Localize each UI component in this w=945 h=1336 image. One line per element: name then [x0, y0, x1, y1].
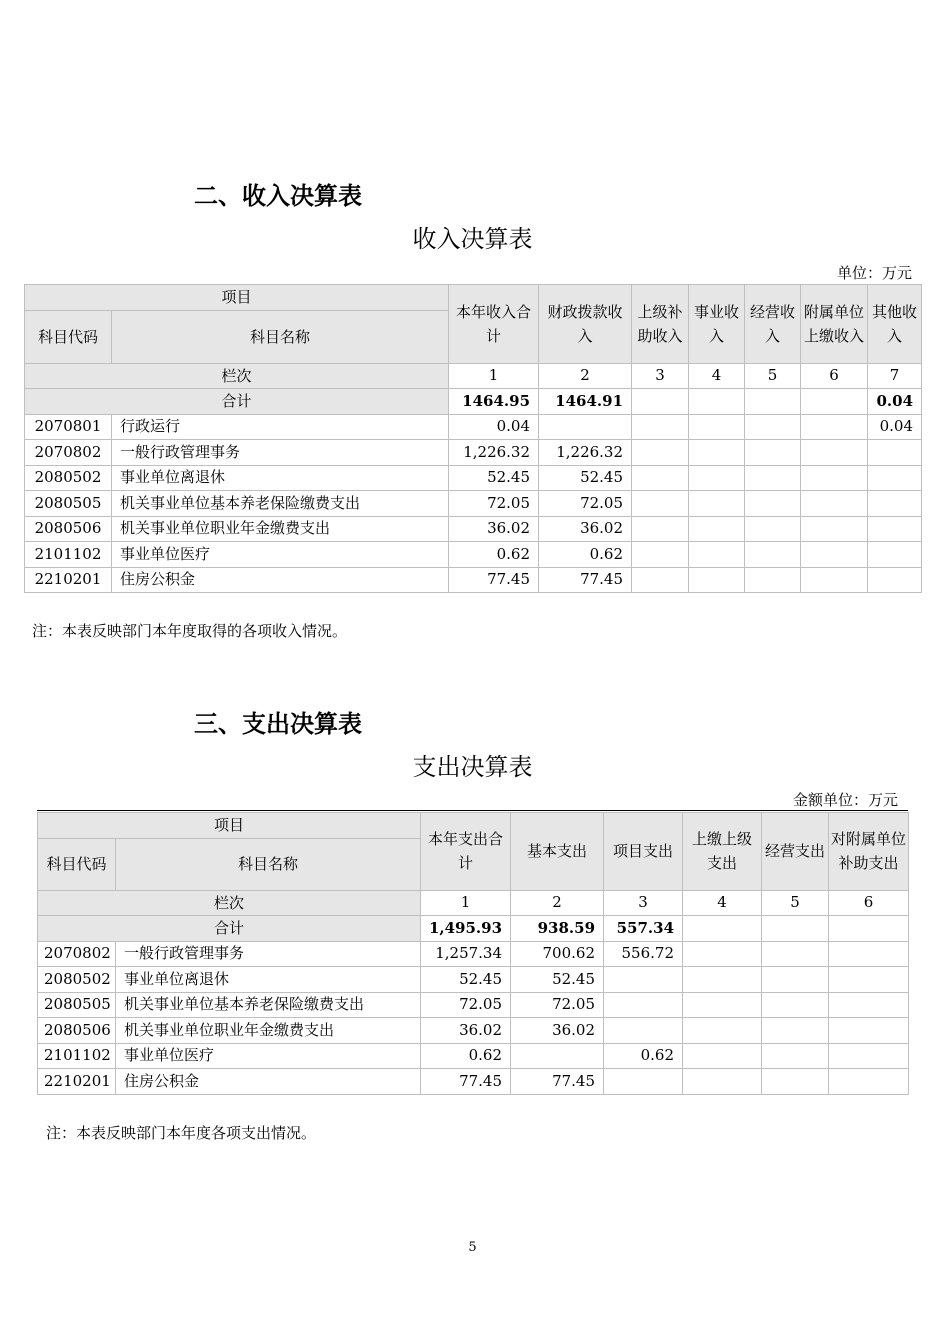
col-num: 2 — [511, 890, 604, 916]
amount-cell — [762, 1018, 829, 1044]
subject-code: 2080505 — [38, 992, 116, 1018]
total-value: 1,495.93 — [421, 916, 511, 942]
amount-cell — [801, 516, 868, 542]
table-row — [25, 542, 922, 568]
amount-cell — [801, 440, 868, 466]
col-num: 1 — [421, 890, 511, 916]
amount-cell — [689, 542, 745, 568]
amount-cell: 72.05 — [421, 992, 511, 1018]
amount-cell — [745, 516, 801, 542]
table-row — [38, 967, 909, 993]
amount-cell — [801, 414, 868, 440]
amount-cell — [801, 567, 868, 593]
total-value — [801, 389, 868, 415]
amount-cell — [632, 542, 689, 568]
amount-cell: 77.45 — [449, 567, 539, 593]
subject-name: 住房公积金 — [116, 1069, 421, 1095]
amount-cell — [868, 516, 922, 542]
amount-cell: 0.62 — [421, 1043, 511, 1069]
row-label: 栏次 — [38, 890, 421, 916]
total-value — [762, 916, 829, 942]
table-row — [25, 567, 922, 593]
col-num: 1 — [449, 363, 539, 389]
amount-cell — [632, 465, 689, 491]
total-value — [745, 389, 801, 415]
column-number-row — [25, 363, 922, 389]
row-label: 栏次 — [25, 363, 449, 389]
amount-cell — [868, 491, 922, 517]
income-table — [24, 284, 922, 593]
header-code: 科目代码 — [25, 310, 112, 363]
col-num: 5 — [762, 890, 829, 916]
income-unit-label: 单位：万元 — [836, 264, 912, 282]
total-row — [25, 389, 922, 415]
expense-note: 注：本表反映部门本年度各项支出情况。 — [46, 1124, 317, 1142]
header-col: 基本支出 — [511, 813, 604, 891]
amount-cell: 1,226.32 — [449, 440, 539, 466]
total-label: 合计 — [38, 916, 421, 942]
amount-cell — [683, 1018, 762, 1044]
amount-cell: 72.05 — [511, 992, 604, 1018]
amount-cell — [801, 491, 868, 517]
amount-cell: 1,257.34 — [421, 941, 511, 967]
amount-cell: 0.62 — [604, 1043, 683, 1069]
amount-cell — [868, 567, 922, 593]
amount-cell: 36.02 — [449, 516, 539, 542]
header-col: 本年支出合计 — [421, 813, 511, 891]
amount-cell: 36.02 — [421, 1018, 511, 1044]
amount-cell: 72.05 — [539, 491, 632, 517]
table-row — [25, 414, 922, 440]
header-project: 项目 — [38, 813, 421, 839]
amount-cell: 700.62 — [511, 941, 604, 967]
header-project: 项目 — [25, 285, 449, 311]
col-num: 6 — [829, 890, 909, 916]
header-col: 上级补助收入 — [632, 285, 689, 364]
header-code: 科目代码 — [38, 838, 116, 890]
amount-cell: 0.04 — [449, 414, 539, 440]
subject-name: 事业单位离退休 — [116, 967, 421, 993]
col-num: 4 — [683, 890, 762, 916]
amount-cell: 52.45 — [421, 967, 511, 993]
table-row — [25, 440, 922, 466]
income-table-title: 收入决算表 — [412, 225, 533, 253]
amount-cell — [539, 414, 632, 440]
subject-name: 行政运行 — [112, 414, 449, 440]
amount-cell: 36.02 — [511, 1018, 604, 1044]
amount-cell — [829, 992, 909, 1018]
amount-cell — [604, 992, 683, 1018]
amount-cell — [683, 992, 762, 1018]
total-value: 0.04 — [868, 389, 922, 415]
amount-cell: 0.04 — [868, 414, 922, 440]
amount-cell — [632, 491, 689, 517]
header-col: 其他收入 — [868, 285, 922, 364]
amount-cell — [689, 516, 745, 542]
amount-cell — [745, 491, 801, 517]
amount-cell — [762, 1069, 829, 1095]
header-name: 科目名称 — [116, 838, 421, 890]
amount-cell — [868, 465, 922, 491]
amount-cell — [632, 567, 689, 593]
total-value — [829, 916, 909, 942]
header-col: 附属单位上缴收入 — [801, 285, 868, 364]
total-value — [689, 389, 745, 415]
header-col: 经营支出 — [762, 813, 829, 891]
amount-cell — [829, 941, 909, 967]
amount-cell: 72.05 — [449, 491, 539, 517]
total-value — [683, 916, 762, 942]
amount-cell: 77.45 — [539, 567, 632, 593]
subject-name: 机关事业单位基本养老保险缴费支出 — [112, 491, 449, 517]
table-row — [38, 992, 909, 1018]
subject-code: 2070801 — [25, 414, 112, 440]
header-col: 对附属单位补助支出 — [829, 813, 909, 891]
header-col: 上缴上级支出 — [683, 813, 762, 891]
total-value — [632, 389, 689, 415]
subject-name: 住房公积金 — [112, 567, 449, 593]
amount-cell: 77.45 — [511, 1069, 604, 1095]
col-num: 3 — [632, 363, 689, 389]
total-value: 938.59 — [511, 916, 604, 942]
amount-cell — [689, 465, 745, 491]
amount-cell — [689, 440, 745, 466]
amount-cell: 52.45 — [511, 967, 604, 993]
amount-cell — [745, 440, 801, 466]
amount-cell — [604, 967, 683, 993]
table-row — [25, 516, 922, 542]
amount-cell: 0.62 — [449, 542, 539, 568]
amount-cell — [689, 414, 745, 440]
amount-cell — [801, 542, 868, 568]
amount-cell — [689, 491, 745, 517]
amount-cell — [683, 967, 762, 993]
amount-cell — [632, 440, 689, 466]
amount-cell: 556.72 — [604, 941, 683, 967]
amount-cell — [683, 1069, 762, 1095]
subject-name: 一般行政管理事务 — [112, 440, 449, 466]
amount-cell: 1,226.32 — [539, 440, 632, 466]
income-section-heading: 二、收入决算表 — [194, 182, 362, 210]
amount-cell: 36.02 — [539, 516, 632, 542]
amount-cell — [745, 465, 801, 491]
amount-cell — [604, 1069, 683, 1095]
total-row — [38, 916, 909, 942]
amount-cell — [801, 465, 868, 491]
table-row — [38, 1069, 909, 1095]
amount-cell — [829, 1069, 909, 1095]
column-number-row — [38, 890, 909, 916]
col-num: 5 — [745, 363, 801, 389]
subject-name: 机关事业单位基本养老保险缴费支出 — [116, 992, 421, 1018]
subject-code: 2101102 — [38, 1043, 116, 1069]
header-col: 财政拨款收入 — [539, 285, 632, 364]
col-num: 7 — [868, 363, 922, 389]
table-row — [25, 491, 922, 517]
table-row — [38, 1018, 909, 1044]
col-num: 4 — [689, 363, 745, 389]
amount-cell — [762, 1043, 829, 1069]
amount-cell: 52.45 — [449, 465, 539, 491]
amount-cell — [745, 542, 801, 568]
amount-cell — [762, 967, 829, 993]
amount-cell — [604, 1018, 683, 1044]
subject-code: 2080502 — [25, 465, 112, 491]
page-number: 5 — [468, 1240, 477, 1255]
income-note: 注：本表反映部门本年度取得的各项收入情况。 — [32, 622, 348, 640]
amount-cell — [868, 440, 922, 466]
header-name: 科目名称 — [112, 310, 449, 363]
table-row — [38, 941, 909, 967]
table-row — [25, 465, 922, 491]
subject-code: 2070802 — [38, 941, 116, 967]
subject-name: 一般行政管理事务 — [116, 941, 421, 967]
amount-cell — [829, 1043, 909, 1069]
amount-cell — [683, 941, 762, 967]
table-row — [38, 1043, 909, 1069]
amount-cell — [745, 414, 801, 440]
expense-top-rule — [37, 810, 908, 811]
expense-unit-label: 金额单位：万元 — [792, 791, 898, 809]
amount-cell — [762, 992, 829, 1018]
subject-name: 事业单位医疗 — [116, 1043, 421, 1069]
amount-cell — [868, 542, 922, 568]
amount-cell — [683, 1043, 762, 1069]
subject-code: 2210201 — [38, 1069, 116, 1095]
amount-cell — [745, 567, 801, 593]
subject-code: 2080505 — [25, 491, 112, 517]
subject-code: 2070802 — [25, 440, 112, 466]
subject-code: 2101102 — [25, 542, 112, 568]
amount-cell — [689, 567, 745, 593]
subject-name: 机关事业单位职业年金缴费支出 — [116, 1018, 421, 1044]
total-label: 合计 — [25, 389, 449, 415]
amount-cell: 52.45 — [539, 465, 632, 491]
expense-table — [37, 812, 909, 1095]
total-value: 1464.91 — [539, 389, 632, 415]
header-col: 事业收入 — [689, 285, 745, 364]
amount-cell: 0.62 — [539, 542, 632, 568]
amount-cell — [632, 414, 689, 440]
amount-cell: 77.45 — [421, 1069, 511, 1095]
col-num: 3 — [604, 890, 683, 916]
subject-code: 2210201 — [25, 567, 112, 593]
amount-cell — [762, 941, 829, 967]
header-col: 项目支出 — [604, 813, 683, 891]
subject-name: 事业单位离退休 — [112, 465, 449, 491]
expense-section-heading: 三、支出决算表 — [194, 710, 362, 738]
col-num: 2 — [539, 363, 632, 389]
amount-cell — [511, 1043, 604, 1069]
subject-name: 机关事业单位职业年金缴费支出 — [112, 516, 449, 542]
col-num: 6 — [801, 363, 868, 389]
total-value: 557.34 — [604, 916, 683, 942]
amount-cell — [632, 516, 689, 542]
header-col: 经营收入 — [745, 285, 801, 364]
subject-name: 事业单位医疗 — [112, 542, 449, 568]
subject-code: 2080502 — [38, 967, 116, 993]
expense-table-title: 支出决算表 — [412, 753, 533, 781]
amount-cell — [829, 1018, 909, 1044]
header-col: 本年收入合计 — [449, 285, 539, 364]
subject-code: 2080506 — [25, 516, 112, 542]
subject-code: 2080506 — [38, 1018, 116, 1044]
amount-cell — [829, 967, 909, 993]
total-value: 1464.95 — [449, 389, 539, 415]
